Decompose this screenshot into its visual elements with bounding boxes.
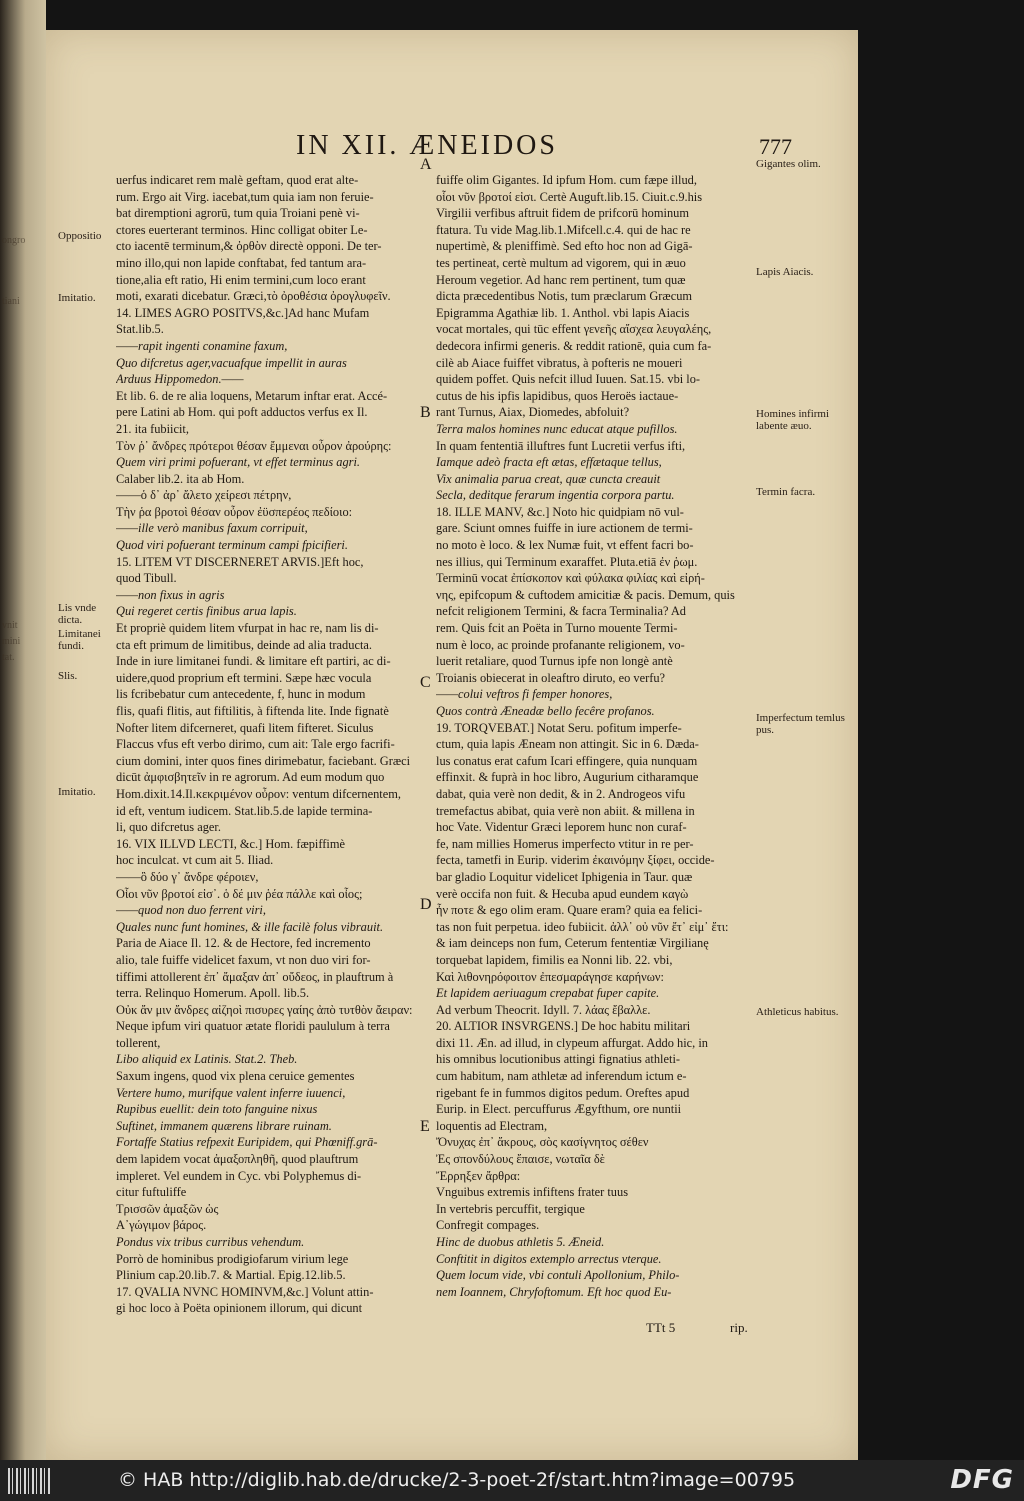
margin-note: Slis. [58,670,78,682]
text-line: fe, nam millies Homerus imperfecto vtitur in re per- [436,836,694,851]
running-title: IN XII. ÆNEIDOS [296,130,558,161]
text-line: Τὸν ῥ᾽ ἄνδρες πρότεροι θέσαν ἔμμεναι οὖρον ἀρούρης: [116,438,392,453]
text-line: Vertere humo, murifque valent inferre iuuenci, [116,1085,346,1100]
text-line: ——quod non duo ferrent viri, [116,903,266,918]
text-line: ——non fixus in agris [116,587,225,602]
margin-note: Imperfectum temlus pus. [756,712,845,736]
margin-note: Imitatio. [58,292,96,304]
running-head [46,130,858,166]
text-column-right [436,172,754,1322]
text-line: fecta, tametfi in Eurip. viderim ἐκαινόμην ξίφει, occide- [436,853,715,868]
text-line: Ad verbum Theocrit. Idyll. 7. λάας ἔβαλλε. [436,1002,651,1017]
text-line: ——rapit ingenti conamine faxum, [116,338,288,353]
signature-mark: TTt 5 [646,1320,676,1335]
prev-page-fragment: mini [2,636,21,647]
text-line: ftatura. Tu vide Mag.lib.1.Mifcell.c.4. qui de hac re [436,222,691,237]
text-line: vocat mortales, qui tūc effent γενεῆς αἴσχεα λευγαλέης, [436,322,712,337]
text-column-left [116,172,412,1322]
text-line: alio, tale fuiffe videlicet faxum, vt non duo viri for- [116,952,371,967]
text-line: Inde in iure limitanei fundi. & limitare eft partiri, ac di- [116,654,391,669]
text-line: Hom.dixit.14.Il.κεκριμένον οὖρον: ventum difcernentem, [116,786,401,801]
text-line: Nofter litem difcerneret, quafi litem fifteret. Siculus [116,720,374,735]
text-line: Vix animalia parua creat, quæ cuncta creauit [436,471,661,486]
book-page [46,30,858,1460]
text-line: his omnibus locutionibus attingi fignatius athleti- [436,1052,681,1067]
text-line: verè occifa non fuit. & Hecuba apud eundem καγὼ [436,886,689,901]
text-line: ——colui veftros fi femper honores, [436,687,613,702]
text-line: ctores euerterant terminos. Hinc colligat obiter Le- [116,222,368,237]
text-line: tes pertineat, certè multum ad vigorem, qui in æuo [436,255,686,270]
text-line: impleret. Vel eundem in Cyc. vbi Polyphemus di- [116,1168,362,1183]
text-line: οἷοι νῦν βροτοί εἰσι. Certè Auguft.lib.15. Ciuit.c.9.his [436,189,703,204]
text-line: Ὄνυχας ἐπ᾽ ἄκρους, σὸς κασίγνητος σέθεν [436,1135,649,1150]
section-letter: A [420,156,432,173]
page-number: 777 [759,134,792,159]
text-line: quod Tibull. [116,571,177,586]
margin-note: Lapis Aiacis. [756,266,814,278]
margin-note: Oppositio [58,230,102,242]
previous-page-edge [0,0,46,1460]
text-line: bar gladio Loquitur videlicet Iphigenia in Taur. quæ [436,869,693,884]
text-line: Καὶ λιθονηρόφοιτον ἐπεσμαράγησε καρήνων: [436,969,664,984]
text-line: moti, exarati dicebatur. Græci,τὸ ὀροθέσια ὀρογλυφεῖν. [116,289,391,304]
text-line: & iam deinceps non fum, Ceterum fententiæ Virgilianę [436,936,709,951]
text-line: bat diremptioni agrorū, tum quia Troiani penè vi- [116,206,360,221]
text-line: Eurip. in Elect. percuffurus Ægyfthum, ore nuntii [436,1102,682,1117]
margin-note: Termin facra. [756,486,816,498]
text-line: hoc inculcat. vt cum ait 5. Iliad. [116,853,274,868]
text-line: effinxit. & fuprà in hoc libro, Augurium citharamque [436,770,699,785]
text-line: Vnguibus extremis infiftens frater tuus [436,1185,629,1200]
prev-page-fragment: vnit [2,620,18,631]
text-line: rant Turnus, Aiax, Diomedes, abfoluit? [436,405,630,420]
text-line: Τὴν ῥα βροτοὶ θέσαν οὖρον ἐϋσπερέος πεδίοιο: [116,504,353,519]
text-line: Α᾽γώγιμον βάρος. [116,1218,207,1233]
text-line: Et lapidem aeriuagum crepabat fuper capite. [436,986,660,1001]
text-line: tione,alia eft ratio, Hi enim termini,cum loco erant [116,272,366,287]
text-line: citur fuftuliffe [116,1185,187,1200]
text-line: Heroum vegetior. Ad hanc rem pertinent, tum quæ [436,272,686,287]
text-line: Stat.lib.5. [116,322,164,337]
text-line: cium domini, inter quos fines dirimebatur, faciebant. Græci [116,753,411,768]
text-line: nefcit religionem Termini, & facra Terminalia? Ad [436,604,687,619]
text-line: 18. ILLE MANV, &c.] Noto hic quidpiam nō vul- [436,504,684,519]
text-line: Troianis obiecerat in oleaftro diruto, eo verfu? [436,670,666,685]
dfg-logo: DFG [950,1465,1014,1495]
text-line: Et propriè quidem litem vfurpat in hac re, nam lis di- [116,621,379,636]
text-line: Terra malos homines nunc educat atque pufillos. [436,421,678,436]
text-line: Flaccus vfus eft verbo dirimo, cum ait: Tale ergo facrifi- [116,737,395,752]
text-line: gi hoc loco à Poëta opinionem illorum, qui dicunt [116,1301,363,1316]
text-line: lis fcribebatur cum antecedente, f, hunc in modum [116,687,366,702]
text-line: uerfus indicaret rem malè geftam, quod erat alte- [116,173,359,187]
text-line: Quem viri primi pofuerant, vt effet terminus agri. [116,455,361,470]
text-line: Saxum ingens, quod vix plena ceruice gementes [116,1069,355,1084]
text-line: id eft, ventum iudicem. Stat.lib.5.de lapide termina- [116,803,373,818]
text-line: Virgilii verfibus aftruit fidem de prifcorū hominum [436,206,689,221]
text-line: num è loco, ac proinde profanante religionem, vo- [436,637,685,652]
text-line: gare. Sciunt omnes fuiffe in iure actionem de termi- [436,521,693,536]
text-line: Libo aliquid ex Latinis. Stat.2. Theb. [116,1052,298,1067]
section-letter: E [420,1118,430,1135]
margin-note: Gigantes olim. [756,158,821,170]
text-line: fuiffe olim Gigantes. Id ipfum Hom. cum fæpe illud, [436,173,697,187]
text-line: pere Latini ab Hom. qui poft adductos verfus ex Il. [116,405,368,420]
text-line: luerit retaliare, quod Turnus ipfe non longè antè [436,654,673,669]
text-line: Quem locum vide, vbi contuli Apollonium, Philo- [436,1268,680,1283]
text-line: 16. VIX ILLVD LECTI, &c.] Hom. fæpiffimè [116,836,345,851]
text-line: quidem poffet. Quis nefcit illud Iuuen. Sat.15. vbi lo- [436,372,701,387]
section-letter: B [420,404,431,421]
text-line: Ἔρρηξεν ἄρθρα: [436,1168,521,1183]
text-line: Ἐς σπονδύλους ἔπαισε, νωταῖα δὲ [436,1152,605,1167]
text-line: ——ὃ δύο γ᾽ ἄνδρε φέροιεν, [116,869,259,884]
text-line: li, quo difcretus ager. [116,820,221,835]
text-line: cto iacentē terminum,& ὀρθὸν directè opponi. De ter- [116,239,382,254]
text-line: uidere,quod proprium eft termini. Sæpe hæc vocula [116,670,372,685]
text-line: Plinium cap.20.lib.7. & Martial. Epig.12.lib.5. [116,1268,346,1283]
margin-note: Limitanei fundi. [58,628,101,652]
text-line: nupertimè, & pleniffimè. Sed efto hoc non ad Gigā- [436,239,693,254]
text-line: 15. LITEM VT DISCERNERET ARVIS.]Eft hoc, [116,554,364,569]
text-line: Epigramma Agathiæ lib. 1. Anthol. vbi lapis Aiacis [436,305,690,320]
section-letter: C [420,674,431,691]
text-line: 19. TORQVEBAT.] Notat Seru. pofitum imperfe- [436,720,682,735]
text-line: nem Ioannem, Chryfoftomum. Eft hoc quod Eu- [436,1284,672,1299]
text-line: rum. Ergo ait Virg. iacebat,tum quia iam non feruie- [116,189,374,204]
text-line: 20. ALTIOR INSVRGENS.] De hoc habitu militari [436,1019,691,1034]
text-line: tas non fuit perpetua. ideo fubiicit. ἀλλ᾽ οὐ νῦν ἔτ᾽ εἰμ᾽ ἔτι: [436,919,729,934]
text-line: ctum, quia lapis Æneam non attingit. Sic in 6. Dæda- [436,737,699,752]
margin-note: Athleticus habitus. [756,1006,839,1018]
text-line: torquebat lapidem, fimilis ea Nonni lib. 22. vbi, [436,952,673,967]
text-line: tollerent, [116,1035,161,1050]
text-line: dabat, quia verè non dedit, & in 2. Androgeos vifu [436,786,686,801]
text-line: Terminū vocat ἐπίσκοπον καὶ φύλακα φιλίας καὶ εἰρή- [436,571,705,586]
text-line: no moto è loco. & lex Numæ fuit, vt effent facri bo- [436,538,694,553]
text-line: terra. Relinquo Homerum. Apoll. lib.5. [116,986,310,1001]
text-line: Τρισσῶν ἁμαξῶν ὡς [116,1201,219,1216]
text-line: cutus de his ipfis lapidibus, quos Heroës iactaue- [436,388,679,403]
text-line: Οὐκ ἄν μιν ἄνδρες αἰζηοὶ πισυρες γαίης ἀπὸ τυτθὸν ἄειραν: [116,1002,412,1017]
text-line: In vertebris percuffit, tergique [436,1201,585,1216]
text-line: dem lapidem vocat ἀμαξοπληθῆ, quod plauftrum [116,1152,359,1167]
text-line: tremefactus abibat, quia verè non abiit. & millena in [436,803,695,818]
text-line: loquentis ad Electram, [436,1118,548,1133]
text-line: dedecora infirmi generis. & reddit rationē, quia cum fa- [436,338,712,353]
text-line: flis, quafi flitis, aut fiftilitis, à fiftenda lite. Inde fignatè [116,704,389,718]
text-line: Rupibus euellit: dein toto fanguine nixus [116,1102,318,1117]
text-line: Quod viri pofuerant terminum campi fpicifieri. [116,538,348,553]
text-line: Quos contrà Æneadæ bello fecêre profanos. [436,704,655,718]
prev-page-fragment: tat. [2,652,15,663]
text-line: Suftinet, immanem quærens librare ruinam. [116,1118,332,1133]
text-line: 21. ita fubiicit, [116,421,189,436]
text-line: Secla, deditque ferarum ingentia corpora partu. [436,488,675,503]
text-line: Conftitit in digitos extemplo arrectus vterque. [436,1251,662,1266]
text-line: Arduus Hippomedon.—— [116,372,244,387]
text-line: dicūt ἀμφισβητεῖν in re agrorum. Ad eum modum quo [116,770,385,785]
text-line: Porrò de hominibus prodigiofarum virium lege [116,1251,349,1266]
text-line: Quo difcretus ager,vacuafque impellit in auras [116,355,347,370]
text-line: In quam fententiā illuftres funt Lucretii verfus ifti, [436,438,686,453]
margin-note: Imitatio. [58,786,96,798]
viewer-footer [0,1460,1024,1501]
text-line: 17. QVALIA NVNC HOMINVM,&c.] Volunt attin- [116,1284,374,1299]
text-line: hoc Vate. Videntur Græci leporem hunc non curaf- [436,820,687,835]
prev-page-fragment: ongro [2,235,26,246]
text-line: Confregit compages. [436,1218,540,1233]
text-line: nes illius, qui Terminum exaraffet. Pluta.etiā ἐν ῥωμ. [436,554,698,569]
text-line: Qui regeret certis finibus arua lapis. [116,604,297,619]
barcode-icon [8,1468,52,1494]
text-line: mino illo,qui non lapide conftabat, fed tantum ara- [116,255,367,270]
text-line: ἦν ποτε & ego olim eram. Quare eram? quia ea felici- [436,903,703,918]
text-line: rigebant fe in fummos digitos pedum. Oreftes apud [436,1085,690,1100]
text-line: Iamque adeò fracta eft ætas, effætaque tellus, [436,455,662,470]
text-line: Quales nunc funt homines, & ille facilè folus vibrauit. [116,919,384,934]
text-line: lus conatus erat cafum Icari effingere, quia nunquam [436,753,698,768]
margin-note: Homines infirmi labente æuo. [756,408,830,432]
text-line: rem. Quis fcit an Poëta in Turno mouente Termi- [436,621,678,636]
text-line: tiffimi attollerent ἐπ᾽ ἄμαξαν ἀπ᾽ οὔδεος, in plauftrum à [116,969,394,984]
text-line: ——ὁ δ᾽ ἀρ᾽ ἄλετο χείρεσι πέτρην, [116,488,292,503]
text-line: Calaber lib.2. ita ab Hom. [116,471,245,486]
text-line: cilè ab Aiace fuiffet vibratus, à pofteris ne moueri [436,355,683,370]
text-line: Et lib. 6. de re alia loquens, Metarum inftar erat. Accé- [116,388,388,403]
text-line: dicta præcedentibus Notis, tum præclarum Græcum [436,289,693,304]
text-line: Οἷοι νῦν βροτοί εἰσ᾽. ὁ δέ μιν ῥέα πάλλε καὶ οἶος; [116,886,363,901]
text-line: Paria de Aiace Il. 12. & de Hectore, fed incremento [116,936,371,951]
text-line: ——ille verò manibus faxum corripuit, [116,521,308,536]
text-line: νης, epifcopum & cuftodem amicitiæ & pacis. Demum, quis [436,587,735,602]
margin-note: Lis vnde dicta. [58,602,97,626]
text-line: Neque ipfum viri quatuor ætate floridi paululum à terra [116,1019,390,1034]
text-line: cum habitum, nam athletæ ad inferendum ictum e- [436,1069,687,1084]
text-line: dixi 11. Æn. ad illud, in clypeum affurgat. Addo hic, in [436,1035,708,1050]
text-line: cta eft primum de limitibus, deinde ad alia traducta. [116,637,372,652]
section-letter: D [420,896,432,913]
copyright-url[interactable]: © HAB http://diglib.hab.de/drucke/2-3-poet-2f/start.htm?image=00795 [118,1469,796,1491]
catchword: rip. [730,1320,748,1335]
prev-page-fragment: tiani [2,296,20,307]
text-line: Fortaffe Statius refpexit Euripidem, qui Phœniff.grā- [116,1135,378,1150]
text-line: Pondus vix tribus curribus vehendum. [116,1235,305,1249]
text-line: 14. LIMES AGRO POSITVS,&c.]Ad hanc Mufam [116,305,370,320]
text-line: Hinc de duobus athletis 5. Æneid. [436,1235,605,1249]
